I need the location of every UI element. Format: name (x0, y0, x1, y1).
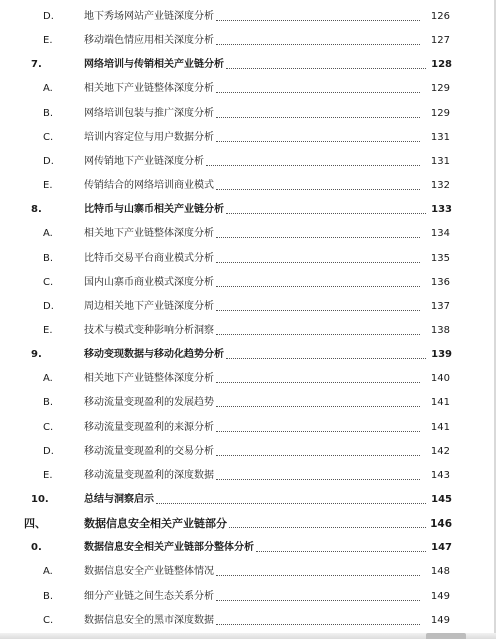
dot-leader (216, 140, 420, 142)
toc-entry-title-leader (84, 249, 422, 269)
toc-entry-title: 国内山寨币商业模式深度分析 (84, 276, 214, 288)
bottom-scroll-bar[interactable] (0, 633, 496, 639)
dot-leader (216, 116, 420, 118)
toc-entry-page-number: 129 (430, 107, 450, 119)
toc-entry[interactable] (0, 418, 496, 438)
toc-entry-page-number: 131 (430, 131, 450, 143)
toc-entry-page-number: 149 (430, 590, 450, 602)
toc-entry-title-leader (84, 418, 422, 438)
toc-entry-title-leader (84, 514, 428, 534)
toc-entry-title: 数据信息安全相关产业链部分整体分析 (84, 542, 254, 554)
dot-leader (216, 333, 420, 335)
toc-entry-number: C. (43, 421, 54, 433)
toc-entry[interactable] (0, 128, 496, 148)
toc-entry-title-leader (84, 538, 428, 558)
toc-entry-title: 网络培训与传销相关产业链分析 (84, 59, 224, 71)
dot-leader (216, 599, 420, 601)
dot-leader (216, 478, 420, 480)
toc-entry[interactable] (0, 249, 496, 269)
toc-entry[interactable] (0, 224, 496, 244)
toc-entry-number: C. (43, 614, 54, 626)
toc-entry-number: E. (43, 324, 53, 336)
toc-entry-title-leader (84, 273, 422, 293)
toc-entry-page-number: 145 (431, 494, 452, 505)
toc-entry-title: 相关地下产业链整体深度分析 (84, 228, 214, 240)
toc-entry-title-leader (84, 297, 422, 317)
toc-entry-title-leader (84, 128, 422, 148)
dot-leader (216, 19, 420, 21)
toc-entry-title: 传销结合的网络培训商业模式 (84, 180, 214, 192)
toc-entry-title: 相关地下产业链整体深度分析 (84, 373, 214, 385)
toc-entry-number: E. (43, 180, 53, 192)
toc-entry-title-leader (84, 466, 422, 486)
toc-entry[interactable] (0, 152, 496, 172)
toc-entry-title-leader (84, 31, 422, 51)
scrollbar-thumb[interactable] (426, 633, 466, 639)
toc-entry[interactable] (0, 176, 496, 196)
toc-entry-title-leader (84, 176, 422, 196)
toc-entry-title-leader (84, 104, 422, 124)
toc-entry[interactable] (0, 345, 496, 365)
toc-entry-title: 总结与洞察启示 (84, 494, 154, 505)
toc-entry-title: 数据信息安全相关产业链部分 (84, 517, 227, 531)
toc-entry[interactable] (0, 514, 496, 534)
toc-entry-title-leader (84, 152, 422, 172)
toc-entry-page-number: 137 (430, 300, 450, 312)
toc-entry-number: 8. (31, 204, 42, 216)
toc-entry-title-leader (84, 55, 428, 75)
toc-entry-title: 网络培训包装与推广深度分析 (84, 107, 214, 119)
dot-leader (216, 236, 420, 238)
toc-entry[interactable] (0, 297, 496, 317)
toc-entry-page-number: 129 (430, 83, 450, 95)
toc-entry[interactable] (0, 7, 496, 27)
toc-entry[interactable] (0, 369, 496, 389)
dot-leader (226, 212, 426, 214)
toc-entry-page-number: 139 (431, 349, 452, 361)
dot-leader (156, 502, 426, 504)
toc-entry[interactable] (0, 321, 496, 341)
toc-entry-number: A. (43, 83, 53, 95)
dot-leader (216, 43, 420, 45)
toc-entry-number: A. (43, 373, 53, 385)
toc-entry[interactable] (0, 538, 496, 558)
toc-entry-title: 移动流量变现盈利的交易分析 (84, 445, 214, 457)
toc-entry-number: D. (43, 11, 54, 22)
toc-entry-title-leader (84, 321, 422, 341)
toc-entry[interactable] (0, 587, 496, 607)
toc-entry-title-leader (84, 7, 422, 27)
toc-entry[interactable] (0, 31, 496, 51)
dot-leader (216, 381, 420, 383)
toc-entry-number: 7. (31, 59, 42, 71)
toc-entry-title: 比特币交易平台商业模式分析 (84, 252, 214, 264)
toc-entry-number: B. (43, 590, 54, 602)
toc-entry-number: 9. (31, 349, 42, 361)
toc-entry-title-leader (84, 79, 422, 99)
toc-entry[interactable] (0, 393, 496, 413)
toc-entry-title: 数据信息安全产业链整体情况 (84, 566, 214, 578)
toc-entry-number: A. (43, 566, 53, 578)
toc-entry-number: D. (43, 155, 54, 167)
toc-entry-title: 相关地下产业链整体深度分析 (84, 83, 214, 95)
toc-entry-number: D. (43, 445, 54, 457)
toc-entry-title-leader (84, 224, 422, 244)
toc-entry-title: 移动流量变现盈利的深度数据 (84, 469, 214, 481)
toc-entry-number: B. (43, 397, 54, 409)
toc-entry-title-leader (84, 345, 428, 365)
toc-entry-page-number: 138 (430, 324, 450, 336)
toc-entry[interactable] (0, 611, 496, 631)
toc-entry-page-number: 140 (430, 373, 450, 385)
dot-leader (216, 91, 420, 93)
toc-entry-page-number: 148 (430, 566, 450, 578)
toc-entry-title-leader (84, 369, 422, 389)
toc-entry-title: 移动流量变现盈利的来源分析 (84, 421, 214, 433)
toc-entry-page-number: 131 (430, 155, 450, 167)
dot-leader (229, 526, 426, 528)
dot-leader (216, 285, 420, 287)
toc-entry-title: 细分产业链之间生态关系分析 (84, 590, 214, 602)
toc-entry-page-number: 146 (430, 518, 452, 531)
toc-entry-title-leader (84, 562, 422, 582)
toc-entry-number: 四、 (24, 517, 46, 531)
toc-entry-page-number: 133 (431, 204, 452, 216)
toc-entry[interactable] (0, 104, 496, 124)
toc-entry[interactable] (0, 55, 496, 75)
toc-entry-page-number: 132 (430, 180, 450, 192)
toc-entry-title: 地下秀场网站产业链深度分析 (84, 11, 214, 22)
toc-entry-title-leader (84, 442, 422, 462)
toc-entry-page-number: 134 (430, 228, 450, 240)
toc-entry-title: 移动变现数据与移动化趋势分析 (84, 349, 224, 361)
toc-entry-page-number: 147 (431, 542, 452, 554)
dot-leader (216, 309, 420, 311)
toc-entry-title: 技术与模式变种影响分析洞察 (84, 324, 214, 336)
toc-entry-title: 移动流量变现盈利的发展趋势 (84, 397, 214, 409)
toc-entry-page-number: 143 (430, 469, 450, 481)
toc-entry[interactable] (0, 79, 496, 99)
toc-entry-page-number: 136 (430, 276, 450, 288)
toc-entry-title: 培训内容定位与用户数据分析 (84, 131, 214, 143)
toc-entry-number: C. (43, 276, 54, 288)
toc-entry-page-number: 142 (430, 445, 450, 457)
dot-leader (216, 188, 420, 190)
toc-entry-title-leader (84, 611, 422, 631)
toc-entry-number: D. (43, 300, 54, 312)
dot-leader (226, 357, 426, 359)
toc-entry-page-number: 127 (430, 35, 450, 47)
toc-entry-page-number: 126 (430, 11, 450, 22)
toc-entry-number: C. (43, 131, 54, 143)
dot-leader (216, 405, 420, 407)
toc-entry-title: 移动端色情应用相关深度分析 (84, 35, 214, 47)
toc-entry-title-leader (84, 200, 428, 220)
toc-entry-number: E. (43, 35, 53, 47)
dot-leader (216, 430, 420, 432)
toc-entry[interactable] (0, 442, 496, 462)
dot-leader (256, 550, 426, 552)
dot-leader (226, 67, 426, 69)
toc-entry-page-number: 141 (430, 421, 450, 433)
toc-entry-number: B. (43, 107, 54, 119)
toc-entry-page-number: 135 (430, 252, 450, 264)
dot-leader (216, 454, 420, 456)
dot-leader (216, 261, 420, 263)
toc-entry-title-leader (84, 490, 428, 510)
toc-entry[interactable] (0, 562, 496, 582)
toc-entry-page-number: 149 (430, 614, 450, 626)
toc-entry-title-leader (84, 393, 422, 413)
toc-entry[interactable] (0, 200, 496, 220)
toc-entry-number: 10. (31, 494, 49, 505)
toc-entry-number: 0. (31, 542, 42, 554)
toc-entry-title: 网传销地下产业链深度分析 (84, 155, 204, 167)
toc-entry[interactable] (0, 273, 496, 293)
toc-entry-number: E. (43, 469, 53, 481)
toc-entry-page-number: 141 (430, 397, 450, 409)
dot-leader (206, 164, 420, 166)
toc-entry-title-leader (84, 587, 422, 607)
toc-entry-page-number: 128 (431, 59, 452, 71)
toc-entry-title: 数据信息安全的黑市深度数据 (84, 614, 214, 626)
toc-entry[interactable] (0, 466, 496, 486)
toc-entry-title: 周边相关地下产业链深度分析 (84, 300, 214, 312)
toc-entry-number: B. (43, 252, 54, 264)
toc-entry-title: 比特币与山寨币相关产业链分析 (84, 204, 224, 216)
toc-entry[interactable] (0, 490, 496, 510)
dot-leader (216, 574, 420, 576)
toc-entry-number: A. (43, 228, 53, 240)
dot-leader (216, 623, 420, 625)
